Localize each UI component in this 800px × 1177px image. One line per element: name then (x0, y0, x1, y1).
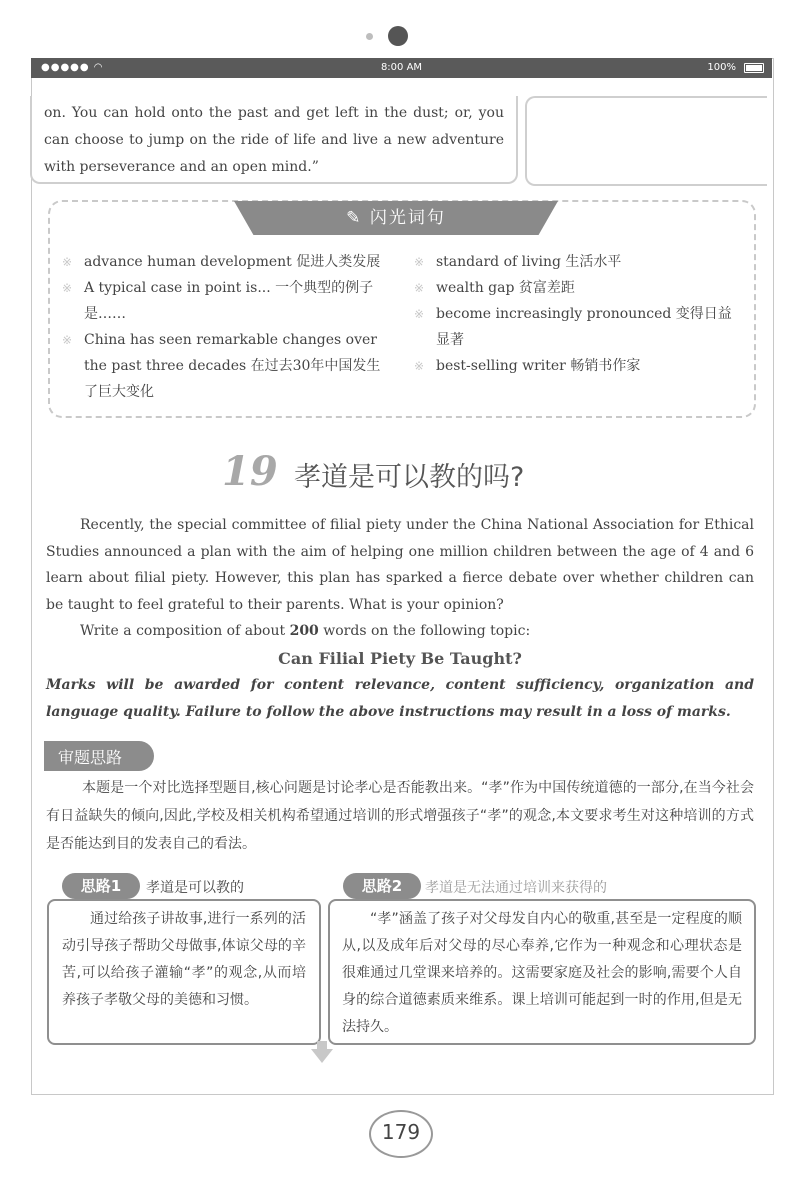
section-number: 19 (222, 448, 278, 495)
vocab-item: ※ standard of living 生活水平 (414, 249, 744, 275)
vocab-item: ※ wealth gap 贫富差距 (414, 275, 744, 301)
camera-dot-small (366, 33, 373, 40)
section-title: 孝道是可以教的吗? (294, 462, 525, 493)
word-count: 200 (289, 623, 319, 639)
vocab-item: ※ best-selling writer 畅销书作家 (414, 353, 744, 379)
idea-text-1: 通过给孩子讲故事,进行一系列的活动引导孩子帮助父母做事,体谅父母的辛苦,可以给孩子灌输“孝”的观念,从而培养孩子孝敬父母的美德和习惯。 (62, 911, 306, 1008)
vocab-item: ※ advance human development 促进人类发展 (62, 249, 392, 275)
camera-dot (388, 26, 408, 46)
analysis-text: 本题是一个对比选择型题目,核心问题是讨论孝心是否能教出来。“孝”作为中国传统道德的一部分,在当今社会有日益缺失的倾向,因此,学校及相关机构希望通过培训的形式增强孩子“孝”的观念,本文要求考生对这种培训的方式是否能达到目的发表自己的看法。 (46, 780, 754, 852)
topic-title: Can Filial Piety Be Taught? (278, 649, 522, 668)
analysis-tag-label: 审题思路 (58, 748, 123, 767)
idea-heading-2: 孝道是无法通过培训来获得的 (425, 880, 607, 896)
idea-tag-2: 思路2 (343, 873, 421, 899)
star-icon: ※ (62, 281, 73, 295)
top-paragraph: on. You can hold onto the past and get left in the dust; or, you can choose to jump on the ride of life and live a new adventure with perseverance and an open mind.” (44, 105, 504, 175)
star-icon: ※ (414, 307, 425, 321)
idea-tag-1: 思路1 (62, 873, 140, 899)
top-side-box (525, 96, 767, 186)
prompt-paragraph: Recently, the special committee of filial piety under the China National Association for Ethical Studies announced a plan with the aim of helping one million children between the age of 4 and 6 learn about filial piety. However, this plan has sparked a fierce debate over whether children can be taught to feel grateful to their parents. What is your opinion? (46, 517, 754, 613)
battery-percent: 100% (707, 62, 736, 73)
star-icon: ※ (62, 255, 73, 269)
pen-icon: ✎ (346, 208, 363, 228)
signal-wifi-icon: ●●●●● ◠ (41, 62, 104, 73)
down-arrow-icon (311, 1049, 333, 1063)
star-icon: ※ (414, 281, 425, 295)
battery-icon (744, 63, 764, 73)
star-icon: ※ (414, 255, 425, 269)
vocab-list-left (62, 249, 392, 405)
vocab-list-right (414, 249, 744, 379)
vocab-item: ※ become increasingly pronounced 变得日益显著 (414, 301, 744, 353)
vocab-item: ※ China has seen remarkable changes over the past three decades 在过去30年中国发生了巨大变化 (62, 327, 392, 405)
star-icon: ※ (414, 359, 425, 373)
status-bar (31, 58, 772, 78)
instruction-paragraph: Write a composition of about 200 words on the following topic: (80, 623, 531, 639)
vocab-title: ✎ 闪光词句 (346, 208, 446, 228)
idea-text-2: “孝”涵盖了孩子对父母发自内心的敬重,甚至是一定程度的顺从,以及成年后对父母的尽心奉养,它作为一种观念和心理状态是很难通过几堂课来培养的。这需要家庭及社会的影响,需要个人自身的综合道德素质来维系。课上培训可能起到一时的作用,但是无法持久。 (342, 911, 742, 1035)
idea-heading-1: 孝道是可以教的 (146, 880, 244, 896)
status-time: 8:00 AM (380, 62, 423, 73)
marks-note: Marks will be awarded for content relevance, content sufficiency, organization and language quality. Failure to follow the above instructions may result in a loss of marks. (46, 677, 754, 720)
page-number: 179 (381, 1120, 421, 1144)
star-icon: ※ (62, 333, 73, 347)
vocab-item: ※ A typical case in point is... 一个典型的例子是…… (62, 275, 392, 327)
